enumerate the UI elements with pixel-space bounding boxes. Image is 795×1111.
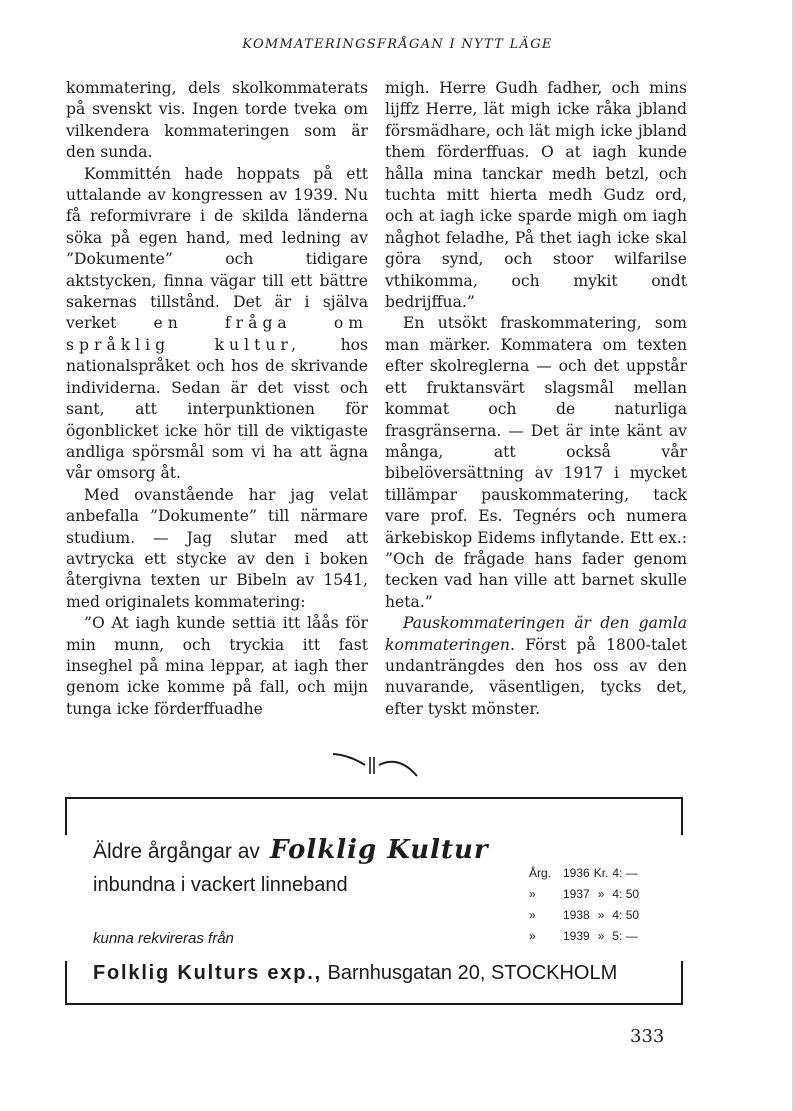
paragraph: En utsökt fraskommatering, som man märker. Kommatera om texten efter skolreglerna — och det uppstår ett fruktansvärt slagsmål mellan kommat och de naturliga frasgränserna. — Det är inte känt av många, att också vår bibelöversättning av 1917 i mycket tillämpar pauskommatering, tack vare prof. Es. Tegnérs och numera ärkebiskop Eidems inflytande. Ett ex.: ”Och de frågade hans fader genom tecken vad han ville att barnet skulle heta.” bbox=[385, 314, 687, 611]
ornament-divider bbox=[327, 746, 427, 780]
price-row bbox=[527, 883, 658, 904]
paragraph bbox=[385, 613, 687, 720]
advertisement bbox=[65, 797, 683, 1005]
price-currency: » bbox=[597, 886, 605, 901]
price-value: 5: — bbox=[612, 928, 638, 943]
price-value: 4: 50 bbox=[612, 907, 640, 922]
brand-logo: Folklig Kultur bbox=[269, 835, 489, 865]
text-run: hos nationalspråket och hos de skrivande individerna. Sedan är det visst och sant, att interpunktionen för ögonblicket icke hör till de viktigaste andliga spörsmål som vi ha att ägna vår omsorg åt. bbox=[66, 335, 368, 483]
price-label: » bbox=[529, 928, 536, 943]
price-currency: Kr. bbox=[593, 865, 609, 880]
spaced-emphasis: en fråga om språklig kultur, bbox=[66, 314, 368, 354]
price-year: 1939 bbox=[563, 928, 590, 943]
price-year: 1938 bbox=[563, 907, 590, 922]
ad-subline: inbundna i vackert linneband bbox=[93, 874, 348, 896]
price-row bbox=[527, 862, 658, 883]
text-run: Först på 1800-talet undanträngdes den hos oss av den nuvarande, väsentligen, tycks det, efter tyskt mönster. bbox=[385, 635, 687, 718]
paragraph: Med ovanstående har jag velat anbefalla ”Dokumente” till närmare studium. — Jag slutar med att avtrycka ett stycke av den i boken återgivna texten ur Bibeln av 1541, med originalets kommatering: bbox=[66, 485, 368, 611]
price-label: Årg. bbox=[529, 865, 552, 880]
paragraph: kommatering, dels skolkommaterats på svenskt vis. Ingen torde tveka om vilkendera kommateringen som är den sunda. bbox=[66, 79, 368, 162]
ad-text: Äldre årgångar av bbox=[93, 840, 260, 863]
price-list bbox=[527, 862, 658, 946]
italic-statement: Pauskommateringen är den gamla kommateringen. bbox=[385, 614, 687, 654]
price-value: 4: 50 bbox=[612, 886, 640, 901]
price-row bbox=[527, 904, 658, 925]
price-label: » bbox=[529, 886, 536, 901]
page-number: 333 bbox=[630, 1026, 665, 1047]
ad-street: Barnhusgatan 20, STOCKHOLM bbox=[321, 962, 618, 984]
ad-border bbox=[681, 961, 683, 1003]
price-label: » bbox=[529, 907, 536, 922]
ad-address bbox=[93, 962, 617, 985]
ad-order-note: kunna rekvireras från bbox=[93, 930, 234, 947]
price-year: 1937 bbox=[563, 886, 590, 901]
text-run: Kommittén hade hoppats på ett uttalande av kongressen av 1939. Nu få reformivrare i de skilda länderna söka på egen hand, med ledning av ”Dokumente” och tidigare aktstycken, finna vägar till ett bättre sakernas tillstånd. Det är i själva verket bbox=[66, 164, 368, 333]
price-currency: » bbox=[597, 928, 605, 943]
price-row bbox=[527, 925, 658, 946]
right-column bbox=[385, 78, 687, 720]
price-value: 4: — bbox=[612, 865, 638, 880]
price-currency: » bbox=[597, 907, 605, 922]
left-column bbox=[66, 78, 368, 720]
ad-publisher: Folklig Kulturs exp., bbox=[93, 962, 322, 984]
ad-border bbox=[65, 961, 67, 1003]
quote-paragraph: migh. Herre Gudh fadher, och mins lijffz Herre, lät migh icke råka jbland försmädhare, och lät migh icke jbland them förderffuas. O at iagh kunde hålla mina tanckar medh betzl, och tuchta mitt hierta medh Gudz ord, och at iagh icke sparde migh om iagh någhot feladhe, På thet iagh icke skal göra synd, och stoor wilfarilse vthikomma, och mykit ondt bedrijffua.” bbox=[385, 79, 687, 312]
running-head: KOMMATERINGSFRÅGAN I NYTT LÄGE bbox=[242, 37, 553, 52]
ad-headline bbox=[93, 835, 489, 865]
paragraph bbox=[66, 164, 368, 485]
quote-paragraph: ”O At iagh kunde settia itt låås för min munn, och tryckia itt fast inseghel på mina leppar, at iagh ther genom icke komme på fall, och mijn tunga icke förderffuadhe bbox=[66, 614, 368, 718]
price-year: 1936 bbox=[563, 865, 590, 880]
